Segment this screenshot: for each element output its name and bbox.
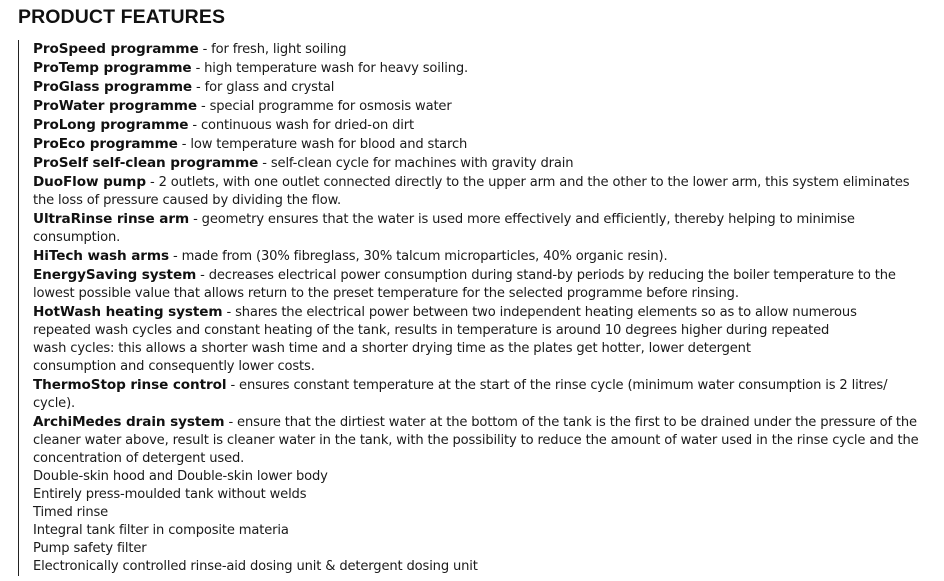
- feature-duoflow: [33, 173, 933, 210]
- feature-hotwash: [33, 303, 933, 376]
- feature-name: ProLong programme: [33, 117, 189, 133]
- feature-name: ProTemp programme: [33, 60, 192, 76]
- feature-name: ProGlass programme: [33, 79, 193, 95]
- feature-name: DuoFlow pump: [33, 174, 146, 190]
- feature-proglass: [33, 78, 933, 97]
- feature-list-block: [18, 40, 933, 576]
- plain-feature-press-moulded-tank: Entirely press-moulded tank without welds: [33, 487, 307, 502]
- feature-name: ProSpeed programme: [33, 41, 199, 57]
- feature-description: - ensure that the dirtiest water at the bottom of the tank is the first to be drained under the pressure of the cleaner water above, result is cleaner water in the tank, with the possibility to reduce the amount of water used in the rinse cycle and the concentration of detergent used.: [33, 415, 919, 466]
- feature-description: - self-clean cycle for machines with gravity drain: [258, 156, 574, 171]
- feature-prospeed: [33, 40, 933, 59]
- feature-description-line: wash cycles: this allows a shorter wash time and a shorter drying time as the plates get hotter, lower detergent: [33, 341, 751, 356]
- feature-description: - high temperature wash for heavy soiling.: [191, 61, 469, 76]
- feature-name: EnergySaving system: [33, 267, 197, 283]
- feature-name: HiTech wash arms: [33, 248, 169, 264]
- feature-proeco: [33, 135, 933, 154]
- feature-description: - 2 outlets, with one outlet connected directly to the upper arm and the other to the lower arm, this system eliminates the loss of pressure caused by dividing the flow.: [33, 175, 910, 208]
- feature-archimedes: [33, 413, 933, 468]
- feature-thermostop: [33, 376, 933, 413]
- feature-description: - for fresh, light soiling: [198, 42, 347, 57]
- feature-prolong: [33, 116, 933, 135]
- feature-name: ProEco programme: [33, 136, 178, 152]
- feature-description: - made from (30% fibreglass, 30% talcum microparticles, 40% organic resin).: [168, 249, 668, 264]
- feature-protemp: [33, 59, 933, 78]
- feature-name: UltraRinse rinse arm: [33, 211, 190, 227]
- plain-feature-timed-rinse: Timed rinse: [33, 505, 109, 520]
- feature-prowater: [33, 97, 933, 116]
- feature-description: - decreases electrical power consumption during stand-by periods by reducing the boiler temperature to the lowest possible value that allows return to the preset temperature for the selected programme before rinsing.: [33, 268, 896, 301]
- plain-feature-dosing-unit: Electronically controlled rinse-aid dosing unit & detergent dosing unit: [33, 559, 478, 574]
- feature-description-line: consumption and consequently lower costs.: [33, 359, 315, 374]
- feature-description: - for glass and crystal: [192, 80, 335, 95]
- feature-name: ProSelf self-clean programme: [33, 155, 259, 171]
- feature-hitech: [33, 247, 933, 266]
- feature-name: HotWash heating system: [33, 304, 223, 320]
- feature-ultrarinse: [33, 210, 933, 247]
- feature-description: - special programme for osmosis water: [196, 99, 452, 114]
- feature-description: - ensures constant temperature at the start of the rinse cycle (minimum water consumption is 2 litres/ cycle).: [33, 378, 888, 411]
- feature-energysaving: [33, 266, 933, 303]
- plain-feature-double-skin: Double-skin hood and Double-skin lower body: [33, 469, 328, 484]
- feature-list: [33, 40, 933, 576]
- feature-name: ThermoStop rinse control: [33, 377, 227, 393]
- feature-name: ArchiMedes drain system: [33, 414, 225, 430]
- page-heading: PRODUCT FEATURES: [18, 6, 226, 28]
- feature-description: - continuous wash for dried-on dirt: [188, 118, 414, 133]
- plain-feature-tank-filter: Integral tank filter in composite materia: [33, 523, 289, 538]
- feature-description: - geometry ensures that the water is used more effectively and efficiently, thereby helping to minimise consumption.: [33, 212, 855, 245]
- feature-proself: [33, 154, 933, 173]
- feature-description: - shares the electrical power between two independent heating elements so as to allow numerous: [222, 305, 857, 320]
- plain-feature-pump-safety-filter: Pump safety filter: [33, 541, 147, 556]
- feature-description-line: repeated wash cycles and constant heating of the tank, results in temperature is around 10 degrees higher during repeated: [33, 323, 830, 338]
- feature-name: ProWater programme: [33, 98, 197, 114]
- feature-description: - low temperature wash for blood and starch: [177, 137, 468, 152]
